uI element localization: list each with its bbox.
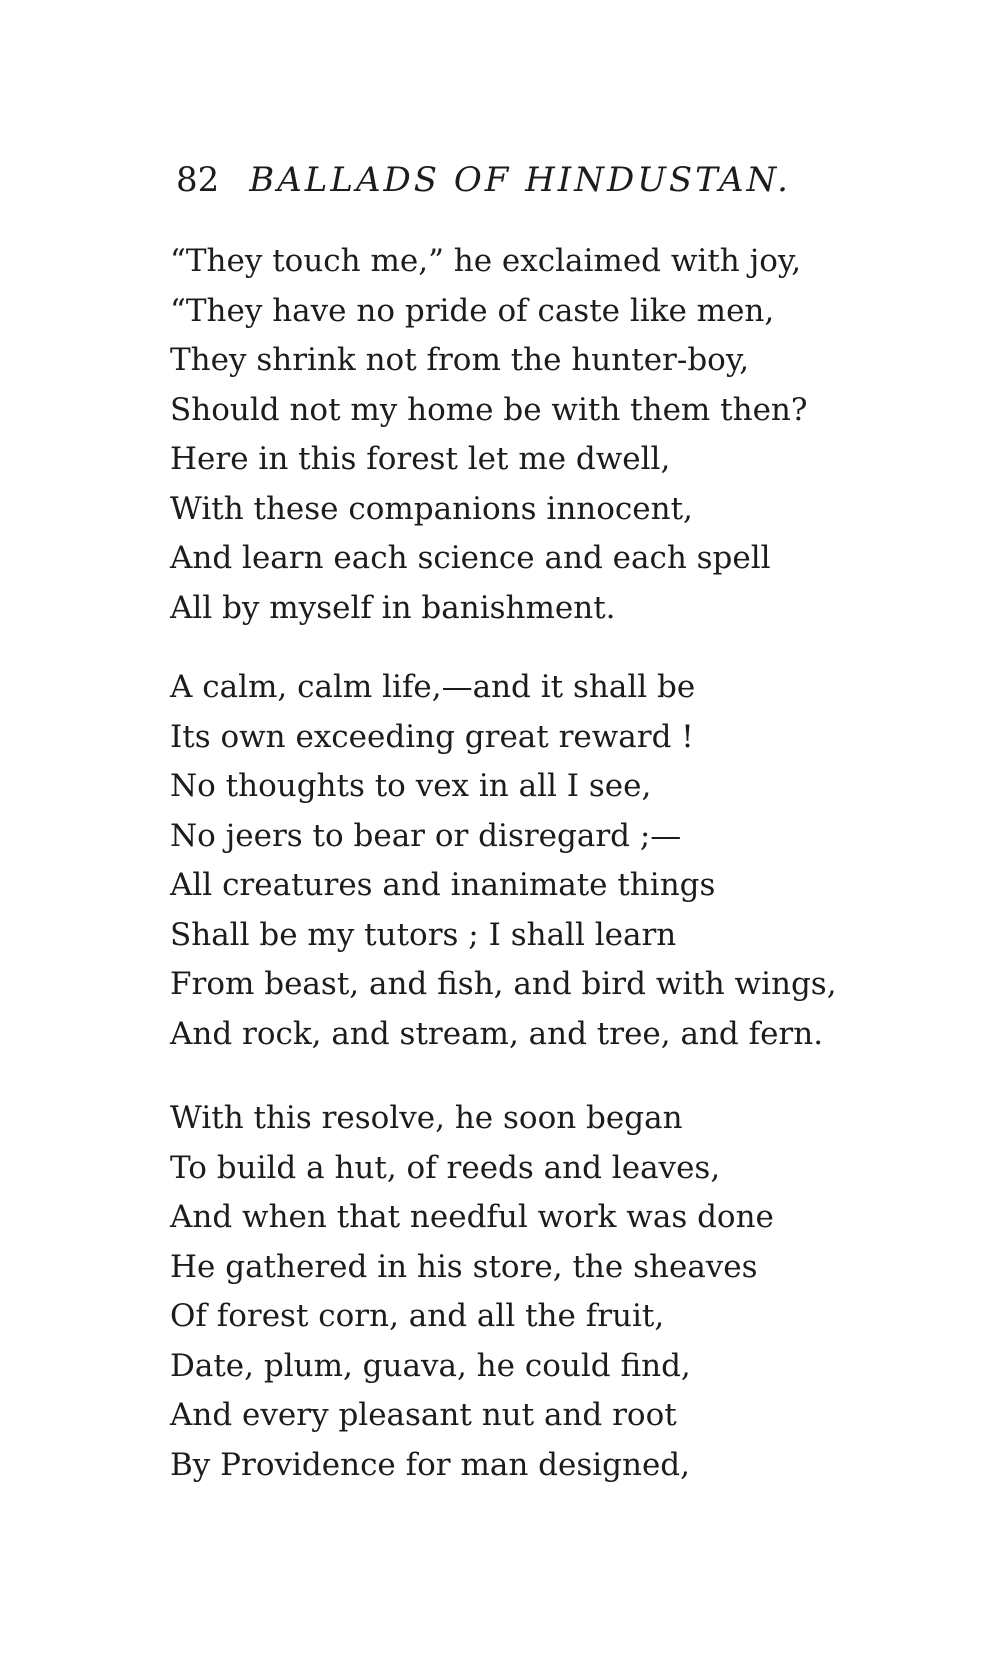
verse-line: With these companions innocent,: [170, 490, 693, 527]
verse-line: And when that needful work was done: [170, 1199, 774, 1235]
verse-line: And every pleasant nut and root: [170, 1397, 677, 1433]
page-number: 82: [176, 160, 220, 200]
verse-line: No thoughts to vex in all I see,: [170, 768, 652, 804]
stanza: [170, 237, 808, 633]
stanza: [170, 663, 837, 1059]
verse-line: Date, plum, guava, he could find,: [170, 1347, 691, 1384]
verse-line: And rock, and stream, and tree, and fern.: [170, 1015, 824, 1052]
verse-line: All by myself in banishment.: [170, 589, 616, 626]
verse-line: Of forest corn, and all the fruit,: [170, 1298, 665, 1334]
verse-line: All creatures and inanimate things: [170, 867, 716, 903]
verse-line: And learn each science and each spell: [170, 540, 771, 576]
verse-line: Here in this forest let me dwell,: [170, 441, 671, 477]
verse-line: Shall be my tutors ; I shall learn: [170, 916, 677, 953]
page-header: [176, 160, 791, 200]
verse-line: He gathered in his store, the sheaves: [170, 1248, 758, 1285]
verse-line: Its own exceeding great reward !: [170, 718, 694, 755]
verse-line: They shrink not from the hunter-boy,: [170, 342, 750, 378]
verse-line: From beast, and fish, and bird with wings,: [170, 966, 837, 1002]
verse-line: To build a hut, of reeds and leaves,: [170, 1149, 721, 1186]
verse-line: By Providence for man designed,: [170, 1446, 691, 1483]
verse-line: No jeers to bear or disregard ;—: [170, 817, 682, 854]
verse-line: “They have no pride of caste like men,: [170, 292, 775, 329]
verse-line: With this resolve, he soon began: [170, 1100, 683, 1136]
stanza: [170, 1094, 774, 1490]
verse-line: “They touch me,” he exclaimed with joy,: [170, 243, 802, 279]
running-title: BALLADS OF HINDUSTAN.: [249, 160, 791, 200]
verse-line: Should not my home be with them then?: [170, 391, 808, 428]
verse-line: A calm, calm life,—and it shall be: [170, 669, 696, 705]
